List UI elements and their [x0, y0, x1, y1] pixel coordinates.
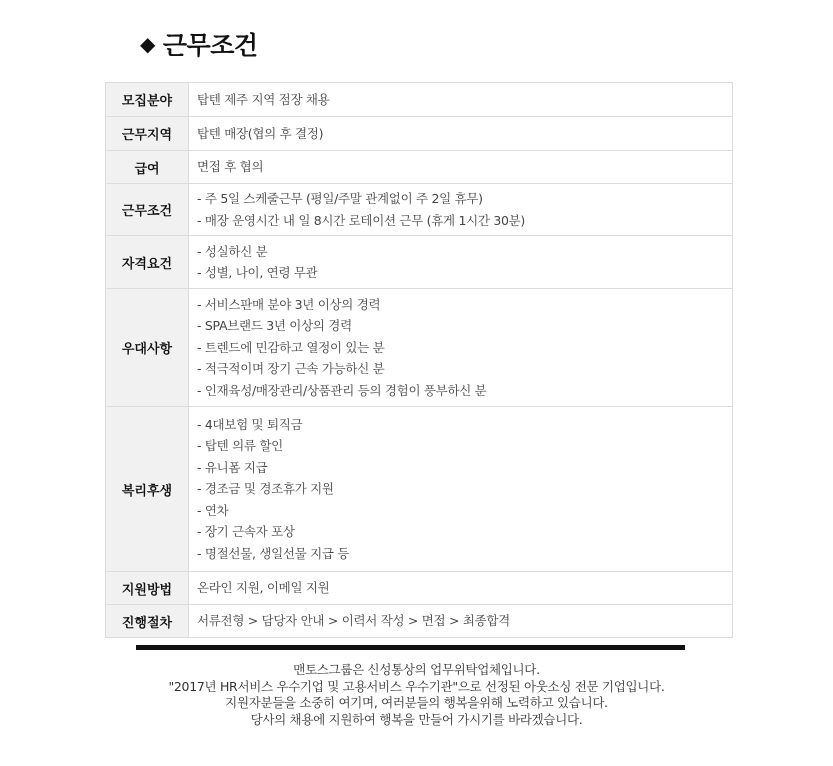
table-row	[106, 572, 733, 605]
row-content-line: - 성실하신 분	[197, 243, 268, 259]
row-content	[189, 236, 733, 289]
row-content-line: - 연차	[197, 502, 229, 518]
row-label: 근무조건	[106, 184, 189, 236]
row-content-line: - 트렌드에 민감하고 열정이 있는 분	[197, 339, 385, 355]
table-row	[106, 83, 733, 117]
table-row	[106, 184, 733, 236]
row-label: 모집분야	[106, 83, 189, 117]
row-content-line: 면접 후 협의	[197, 159, 264, 174]
row-content-line: - 서비스판매 분야 3년 이상의 경력	[197, 296, 381, 312]
row-content	[189, 151, 733, 184]
row-content	[189, 407, 733, 572]
section-title-text: 근무조건	[162, 31, 258, 60]
row-content-line: 탑텐 제주 지역 점장 채용	[197, 91, 330, 107]
table-row	[106, 151, 733, 184]
row-label: 복리후생	[106, 407, 189, 572]
table-row	[106, 289, 733, 407]
section-title	[140, 26, 258, 62]
row-content-line: 서류전형 > 담당자 안내 > 이력서 작성 > 면접 > 최종합격	[197, 613, 510, 628]
row-content-line: - 경조금 및 경조휴가 지원	[197, 481, 334, 497]
row-content	[189, 117, 733, 151]
row-content-line: 온라인 지원, 이메일 지원	[197, 580, 330, 595]
row-label: 우대사항	[106, 289, 189, 407]
footer-line: 지원자분들을 소중히 여기며, 여러분들의 행복을위해 노력하고 있습니다.	[225, 695, 608, 710]
footer-line: "2017년 HR서비스 우수기업 및 고용서비스 우수기관"으로 선정된 아웃소싱 전문 기업입니다.	[168, 678, 665, 694]
row-content-line: - 유니폼 지급	[197, 459, 268, 475]
footer-line: 맨토스그룹은 신성통상의 업무위탁업체입니다.	[293, 662, 540, 677]
row-label: 급여	[106, 151, 189, 184]
conditions-table	[105, 82, 733, 638]
row-content-line: - 매장 운영시간 내 일 8시간 로테이션 근무 (휴게 1시간 30분)	[197, 212, 525, 228]
table-row	[106, 605, 733, 638]
row-content-line: - 탑텐 의류 할인	[197, 438, 283, 454]
row-content-line: - 인재육성/매장관리/상품관리 등의 경험이 풍부하신 분	[197, 382, 487, 398]
diamond-icon: ◆	[140, 32, 155, 56]
row-content-line: - 적극적이며 장기 근속 가능하신 분	[197, 361, 385, 377]
row-content-line: - 주 5일 스케줄근무 (평일/주말 관계없이 주 2일 휴무)	[197, 191, 483, 206]
row-content-line: - 명절선물, 생일선물 지급 등	[197, 545, 350, 561]
row-content-line: - 장기 근속자 포상	[197, 524, 295, 540]
row-label: 근무지역	[106, 117, 189, 151]
row-content	[189, 184, 733, 236]
row-label: 지원방법	[106, 572, 189, 605]
row-label: 진행절차	[106, 605, 189, 638]
table-row	[106, 236, 733, 289]
table-row	[106, 407, 733, 572]
footer-notice	[0, 662, 833, 728]
row-label: 자격요건	[106, 236, 189, 289]
row-content-line: - SPA브랜드 3년 이상의 경력	[197, 318, 352, 334]
footer-line: 당사의 채용에 지원하여 행복을 만들어 가시기를 바라겠습니다.	[250, 711, 583, 727]
divider	[136, 645, 685, 650]
row-content	[189, 289, 733, 407]
table-row	[106, 117, 733, 151]
row-content	[189, 83, 733, 117]
row-content-line: - 4대보험 및 퇴직금	[197, 416, 303, 432]
row-content	[189, 572, 733, 605]
row-content-line: - 성별, 나이, 연령 무관	[197, 265, 318, 280]
row-content	[189, 605, 733, 638]
row-content-line: 탑텐 매장(협의 후 결정)	[197, 125, 324, 141]
